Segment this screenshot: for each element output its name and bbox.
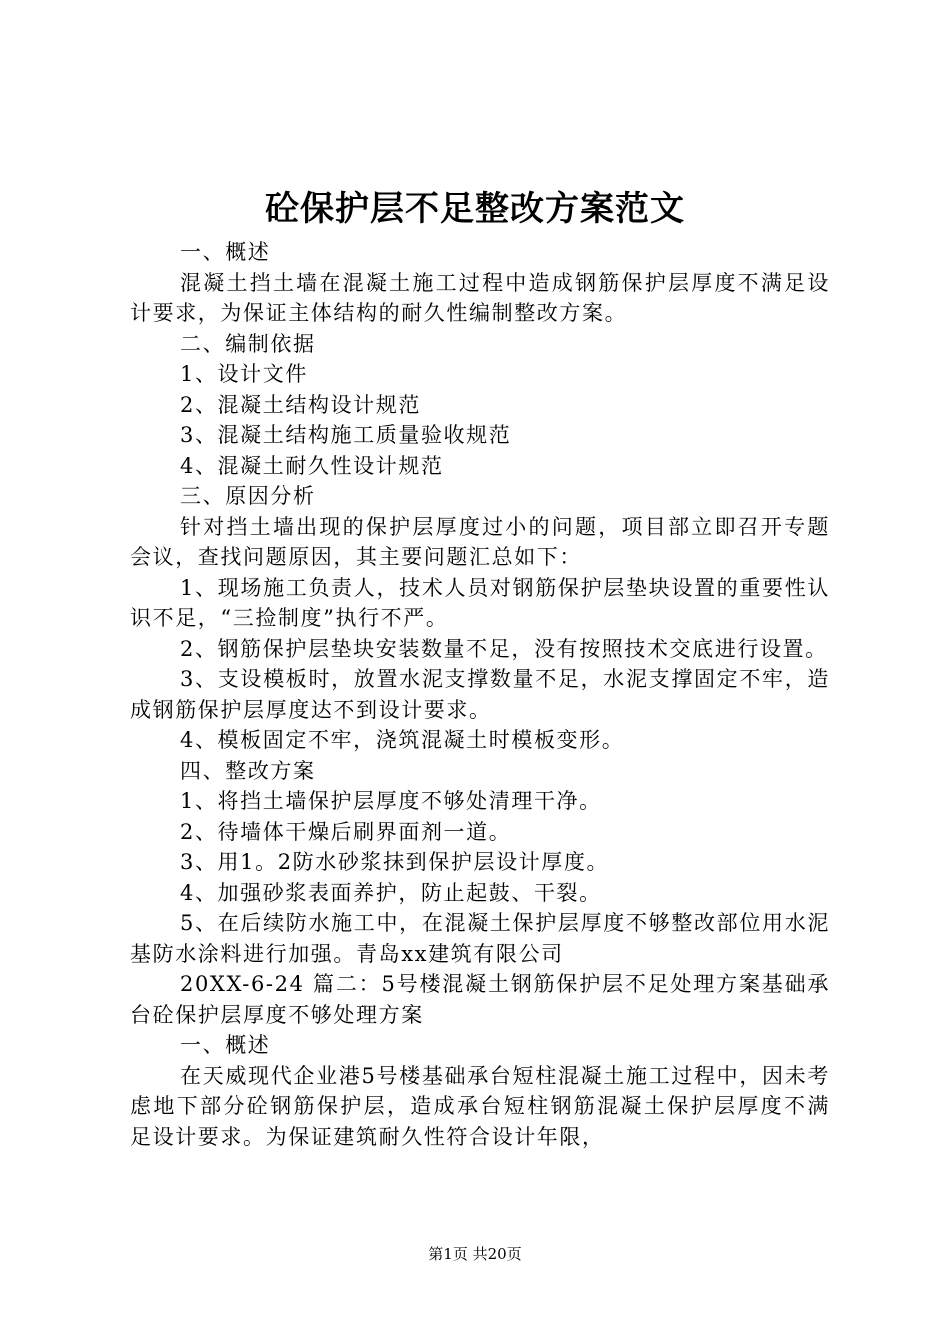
section-heading-basis: 二、编制依据 [180, 331, 316, 356]
list-item: 1、将挡土墙保护层厚度不够处清理干净。 [180, 789, 602, 813]
list-item: 2、混凝土结构设计规范 [180, 392, 421, 417]
section-heading-plan: 四、整改方案 [180, 758, 316, 783]
list-item: 3、混凝土结构施工质量验收规范 [180, 423, 512, 447]
section-heading-cause: 三、原因分析 [180, 484, 316, 508]
page-number: 第1页 共20页 [428, 1245, 522, 1263]
document-title: 砼保护层不足整改方案范文 [265, 189, 685, 229]
paragraph: 混凝土挡土墙在混凝土施工过程中造成钢筋保护层厚度不满足设计要求，为保证主体结构的耐久性编制整改方案。 [130, 270, 830, 325]
paragraph: 针对挡土墙出现的保护层厚度过小的问题，项目部立即召开专题会议，查找问题原因，其主要问题汇总如下： [130, 514, 830, 569]
section-heading-overview-2: 一、概述 [180, 1033, 271, 1057]
section-heading-overview: 一、概述 [180, 240, 271, 264]
list-item: 4、模板固定不牢，浇筑混凝土时模板变形。 [180, 728, 625, 752]
list-item: 2、钢筋保护层垫块安装数量不足，没有按照技术交底进行设置。 [180, 636, 828, 661]
list-item: 4、加强砂浆表面养护，防止起鼓、干裂。 [180, 880, 602, 905]
list-item: 4、混凝土耐久性设计规范 [180, 453, 444, 478]
list-item: 5、在后续防水施工中，在混凝土保护层厚度不够整改部位用水泥基防水涂料进行加强。青岛xx建筑有限公司 [130, 911, 830, 966]
list-item: 1、现场施工负责人，技术人员对钢筋保护层垫块设置的重要性认识不足，“三捡制度”执行不严。 [130, 575, 830, 630]
paragraph: 在天威现代企业港5号楼基础承台短柱混凝土施工过程中，因未考虑地下部分砼钢筋保护层，造成承台短柱钢筋混凝土保护层厚度不满足设计要求。为保证建筑耐久性符合设计年限， [130, 1063, 830, 1149]
document-body [130, 237, 830, 1152]
list-item: 2、待墙体干燥后刷界面剂一道。 [180, 819, 512, 844]
list-item: 1、设计文件 [180, 362, 308, 386]
list-item: 3、支设模板时，放置水泥支撑数量不足，水泥支撑固定不牢，造成钢筋保护层厚度达不到设计要求。 [130, 667, 830, 722]
paragraph: 20XX-6-24 篇二：5号楼混凝土钢筋保护层不足处理方案基础承台砼保护层厚度不够处理方案 [130, 972, 830, 1027]
list-item: 3、用1。2防水砂浆抹到保护层设计厚度。 [180, 850, 610, 874]
